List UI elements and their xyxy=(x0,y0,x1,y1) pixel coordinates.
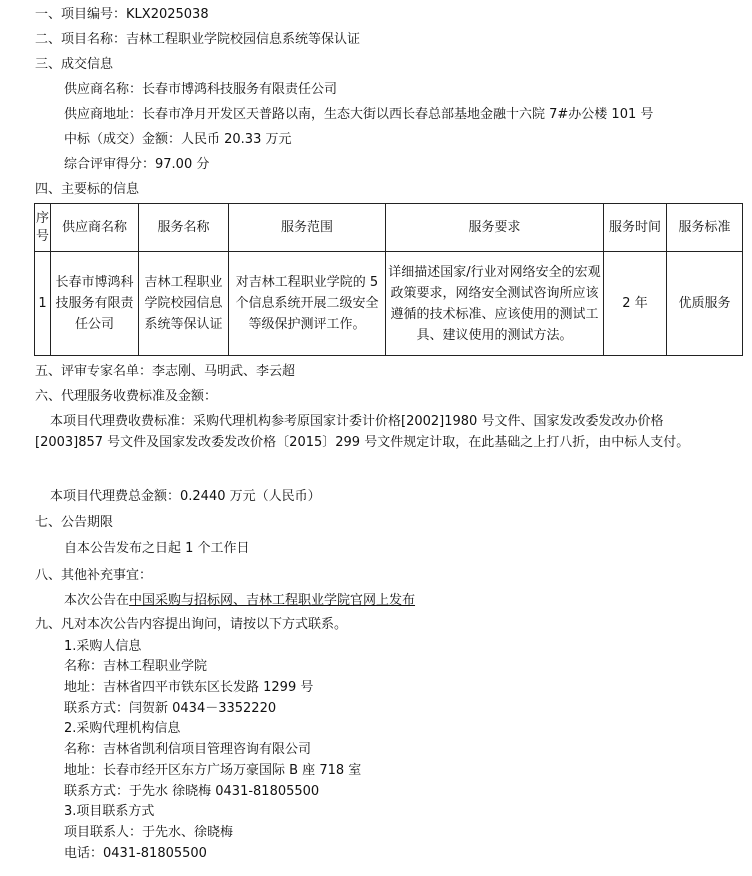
col-header-service-name: 服务名称 xyxy=(139,204,229,252)
col-header-duration: 服务时间 xyxy=(604,204,667,252)
fee-standard-paragraph: 本项目代理费收费标准：采购代理机构参考原国家计委计价格[2002]1980 号文件、国家发改委发改办价格[2003]857 号文件及国家发改委发改价格〔2015〕299 号文件规定计取，在此基础之上打八折，由中标人支付。 xyxy=(35,414,690,450)
cell-scope: 对吉林工程职业学院的 5 个信息系统开展二级安全等级保护测评工作。 xyxy=(229,252,386,356)
notice-period: 自本公告发布之日起 1 个工作日 xyxy=(64,541,250,556)
agency-address: 地址：长春市经开区东方广场万豪国际 B 座 718 室 xyxy=(64,763,362,778)
col-header-seq: 序号 xyxy=(35,204,51,252)
cell-supplier: 长春市博鸿科技服务有限责任公司 xyxy=(51,252,139,356)
cell-service-name: 吉林工程职业学院校园信息系统等保认证 xyxy=(139,252,229,356)
project-name-label: 二、项目名称： xyxy=(35,32,127,47)
project-number-label: 一、项目编号： xyxy=(35,7,127,22)
table-header-row xyxy=(35,204,743,252)
table-row xyxy=(35,252,743,356)
award-amount: 中标（成交）金额：人民币 20.33 万元 xyxy=(64,132,292,147)
col-header-supplier: 供应商名称 xyxy=(51,204,139,252)
section-heading-fee: 六、代理服务收费标准及金额： xyxy=(35,389,218,404)
section-heading-period: 七、公告期限 xyxy=(35,515,114,530)
cell-standard: 优质服务 xyxy=(667,252,743,356)
project-name xyxy=(35,29,360,50)
project-number xyxy=(35,4,209,25)
project-contact-phone: 电话：0431-81805500 xyxy=(64,846,207,861)
supplier-name: 供应商名称：长春市博鸿科技服务有限责任公司 xyxy=(64,82,338,97)
subject-table xyxy=(34,203,743,356)
buyer-title: 1.采购人信息 xyxy=(64,639,142,654)
col-header-scope: 服务范围 xyxy=(229,204,386,252)
agency-title: 2.采购代理机构信息 xyxy=(64,721,181,736)
buyer-address: 地址：吉林省四平市铁东区长发路 1299 号 xyxy=(64,680,314,695)
publish-prefix: 本次公告在 xyxy=(64,593,130,608)
buyer-name: 名称：吉林工程职业学院 xyxy=(64,659,208,674)
publish-info xyxy=(64,590,415,611)
section-heading-subject: 四、主要标的信息 xyxy=(35,182,140,197)
project-name-value: 吉林工程职业学院校园信息系统等保认证 xyxy=(126,32,361,47)
col-header-standard: 服务标准 xyxy=(667,204,743,252)
section-heading-other: 八、其他补充事宜： xyxy=(35,568,153,583)
cell-seq: 1 xyxy=(35,252,51,356)
fee-total: 本项目代理费总金额：0.2440 万元（人民币） xyxy=(50,489,321,504)
publish-sites-link[interactable]: 中国采购与招标网、吉林工程职业学院官网上发布 xyxy=(129,593,416,608)
project-contact-title: 3.项目联系方式 xyxy=(64,804,155,819)
review-score: 综合评审得分：97.00 分 xyxy=(64,157,210,172)
col-header-requirements: 服务要求 xyxy=(386,204,604,252)
section-heading-result: 三、成交信息 xyxy=(35,57,114,72)
buyer-contact: 联系方式：闫贺新 0434－3352220 xyxy=(64,701,277,716)
cell-requirements: 详细描述国家/行业对网络安全的宏观政策要求，网络安全测试咨询所应该遵循的技术标准、应该使用的测试工具、建议使用的测试方法。 xyxy=(386,252,604,356)
section-heading-contact: 九、凡对本次公告内容提出询问，请按以下方式联系。 xyxy=(35,617,348,632)
cell-duration: 2 年 xyxy=(604,252,667,356)
agency-name: 名称：吉林省凯利信项目管理咨询有限公司 xyxy=(64,742,312,757)
agency-contact: 联系方式：于先水 徐晓梅 0431-81805500 xyxy=(64,784,320,799)
project-contact-person: 项目联系人：于先水、徐晓梅 xyxy=(64,825,234,840)
expert-list: 五、评审专家名单：李志刚、马明武、李云超 xyxy=(35,364,296,379)
project-number-value: KLX2025038 xyxy=(126,7,209,22)
supplier-address: 供应商地址：长春市净月开发区天普路以南，生态大街以西长春总部基地金融十六院 7#办公楼 101 号 xyxy=(64,107,654,122)
